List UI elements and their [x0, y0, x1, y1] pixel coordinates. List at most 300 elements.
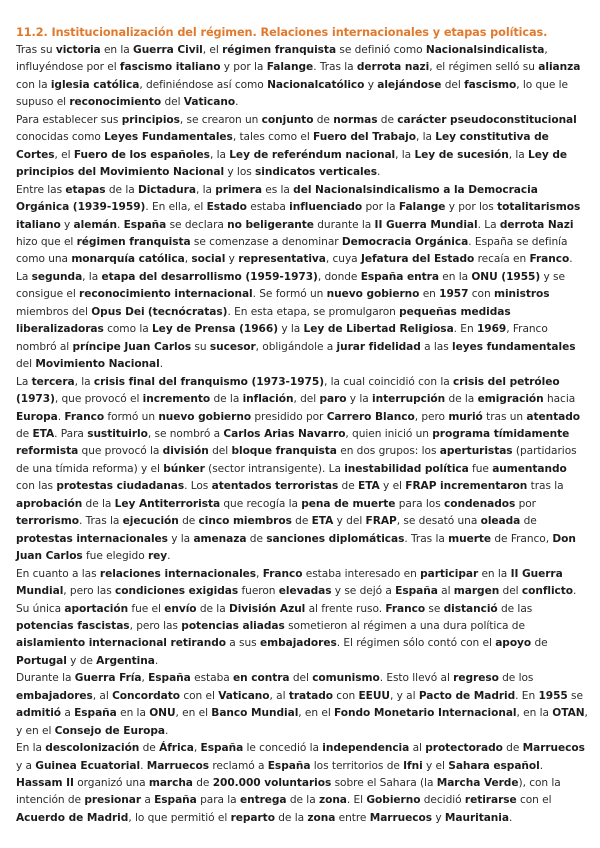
text-run: le concedió la: [243, 742, 323, 755]
text-run: Tras su: [16, 44, 56, 56]
text-run: y: [364, 78, 378, 91]
bold-text: Marruecos: [522, 742, 585, 755]
bold-text: terrorismo: [16, 515, 79, 528]
bold-text: Marruecos: [369, 811, 432, 824]
text-run: (partidarios de una tímida reforma) y el: [16, 445, 577, 475]
bold-text: España: [148, 672, 191, 685]
text-run: al frente ruso.: [305, 602, 386, 615]
text-run: , en el: [298, 707, 335, 720]
text-run: ,: [184, 253, 192, 266]
bold-text: Falange: [266, 61, 314, 74]
bold-text: Pacto de Madrid: [418, 689, 516, 702]
bold-text: conflicto: [521, 585, 574, 598]
bold-text: aislamiento internacional retirando: [16, 637, 226, 650]
text-run: en la: [478, 567, 511, 580]
paragraph: [16, 269, 588, 374]
text-run: En la: [16, 742, 46, 755]
text-run: de: [16, 427, 33, 440]
bold-text: en contra: [233, 672, 290, 685]
bold-text: emigración: [477, 393, 544, 406]
text-run: del: [161, 96, 184, 109]
text-run: y del: [333, 515, 366, 528]
bold-text: presionar: [84, 794, 142, 807]
bold-text: embajadores: [16, 689, 93, 702]
bold-text: distanció: [443, 602, 498, 615]
text-run: , Franco nombró al: [16, 323, 548, 353]
bold-text: España: [74, 707, 117, 720]
bold-text: condiciones exigidas: [115, 585, 239, 598]
bold-text: principios: [121, 113, 180, 126]
bold-text: EEUU: [358, 689, 390, 702]
bold-text: Marcha Verde: [436, 777, 519, 790]
bold-text: no beligerante: [227, 218, 314, 231]
text-run: y la: [346, 393, 372, 406]
text-run: en: [419, 288, 440, 301]
bold-text: Vaticano: [183, 96, 236, 109]
bold-text: Franco: [385, 602, 426, 615]
bold-text: ONU (1955): [471, 270, 541, 283]
bold-text: pequeñas medidas liberalizadoras: [16, 305, 511, 336]
text-run: . En esta etapa, se promulgaron: [227, 305, 400, 318]
text-run: se declara: [166, 218, 228, 231]
bold-text: Democracia Orgánica: [341, 235, 469, 248]
bold-text: Fuero del Trabajo: [313, 131, 416, 144]
text-run: , quien inició un: [345, 427, 433, 440]
paragraph: [16, 670, 588, 740]
bold-text: entrega: [239, 794, 287, 807]
text-run: . Tras la: [313, 61, 357, 74]
bold-text: Ley constitutiva de Cortes: [16, 131, 549, 161]
text-run: de: [192, 777, 213, 790]
text-run: fue el: [128, 602, 165, 615]
bold-text: Nacionalsindicalista: [425, 44, 545, 56]
bold-text: derrota nazi: [356, 61, 430, 74]
text-run: , definiéndose así como: [139, 78, 268, 91]
text-run: , el: [54, 148, 74, 161]
bold-text: sindicatos verticales: [255, 166, 378, 179]
text-run: de la: [105, 183, 138, 196]
bold-text: alejándose: [377, 78, 442, 91]
bold-text: rey: [147, 550, 168, 563]
text-run: ), con la intención de: [16, 777, 561, 807]
bold-text: muerte: [448, 532, 492, 545]
text-run: , la cual coincidió con la: [324, 375, 453, 388]
text-run: , se crearon un: [179, 113, 262, 126]
text-run: , en el: [175, 707, 212, 720]
bold-text: protestas ciudadanas: [56, 480, 185, 493]
bold-text: España entra: [360, 270, 439, 283]
text-run: y la: [167, 532, 194, 545]
text-run: , tales como el: [232, 131, 314, 144]
bold-text: ejecución: [122, 515, 179, 528]
text-run: de: [313, 113, 334, 126]
bold-text: 1957: [439, 288, 469, 301]
bold-text: tratado: [288, 689, 333, 702]
bold-text: Guerra Civil: [133, 44, 203, 56]
bold-text: Carrero Blanco: [326, 410, 415, 423]
bold-text: elevadas: [278, 585, 332, 598]
bold-text: España: [200, 742, 244, 755]
bold-text: amenaza: [193, 532, 247, 545]
bold-text: Ley de referéndum nacional: [229, 148, 396, 161]
bold-text: del Nacionalsindicalismo a la Democracia Orgánica (1939-1959): [16, 183, 538, 214]
bold-text: crisis final del franquismo (1973-1975): [93, 375, 324, 388]
bold-text: régimen franquista: [76, 235, 191, 248]
bold-text: aportación: [64, 602, 129, 615]
text-run: , la: [209, 148, 230, 161]
document-body: [16, 42, 588, 827]
bold-text: división: [162, 445, 209, 458]
bold-text: marcha: [148, 777, 193, 790]
bold-text: Nacionalcatólico: [267, 78, 365, 91]
text-run: y se dejó a: [331, 585, 396, 598]
bold-text: Don Juan Carlos: [16, 532, 576, 563]
text-run: , influyéndose por el: [16, 44, 548, 74]
bold-text: régimen franquista: [222, 44, 337, 56]
text-run: con la: [16, 78, 51, 91]
section-heading: 11.2. Institucionalización del régimen. Relaciones internacionales y etapas políticas.: [16, 26, 548, 39]
bold-text: (tecnócratas): [147, 305, 228, 318]
bold-text: Falange: [398, 201, 446, 214]
text-run: . La: [477, 218, 500, 231]
text-run: , al: [92, 689, 113, 702]
bold-text: protestas internacionales: [16, 532, 168, 545]
bold-text: ETA: [32, 427, 55, 440]
text-run: , del: [293, 393, 320, 406]
bold-text: Acuerdo de Madrid: [16, 811, 129, 824]
bold-text: Jefatura del Estado: [360, 253, 475, 266]
text-run: se: [425, 602, 444, 615]
bold-text: España: [395, 585, 438, 598]
text-run: que recogía la: [220, 497, 302, 510]
text-run: . En: [515, 689, 539, 702]
text-run: a: [61, 707, 75, 720]
text-run: de: [502, 742, 523, 755]
text-run: reclamó a: [209, 759, 268, 772]
paragraph: [16, 112, 588, 182]
text-run: con el: [180, 689, 219, 702]
text-run: La: [16, 375, 32, 388]
bold-text: etapas: [65, 183, 106, 196]
paragraph: [16, 374, 588, 566]
text-run: . El régimen sólo contó con el: [336, 637, 496, 650]
bold-text: social: [191, 253, 226, 266]
bold-text: Ley de principios del Movimiento Nacional: [16, 148, 568, 179]
text-run: para la: [196, 794, 240, 807]
bold-text: murió: [448, 410, 483, 423]
text-run: a las: [420, 340, 453, 353]
text-run: , el: [202, 44, 223, 56]
bold-text: OTAN: [552, 707, 585, 720]
text-run: a sus: [225, 637, 260, 650]
text-run: ,: [193, 742, 201, 755]
text-run: , la: [508, 148, 529, 161]
text-run: . Los: [184, 480, 212, 493]
bold-text: totalitarismos italiano: [16, 201, 581, 231]
text-run: para los: [395, 497, 445, 510]
text-run: de: [338, 480, 359, 493]
text-run: miembros del: [16, 305, 92, 318]
bold-text: inestabilidad política: [344, 462, 469, 475]
bold-text: reconocimiento internacional: [79, 288, 253, 301]
bold-text: ministros: [493, 288, 550, 301]
text-run: tras la: [527, 480, 564, 493]
text-run: . Tras la: [404, 532, 449, 545]
bold-text: aperturistas: [439, 445, 513, 458]
text-run: de la: [445, 393, 478, 406]
text-run: de la: [82, 497, 115, 510]
bold-text: normas: [333, 113, 378, 126]
text-run: presidido por: [251, 410, 327, 423]
bold-text: Franco: [64, 410, 105, 423]
bold-text: Carlos Arias Navarro: [223, 427, 346, 440]
text-run: sobre el Sahara (la: [331, 777, 437, 790]
text-run: recaía en: [474, 253, 530, 266]
text-run: , que provocó el: [54, 393, 143, 406]
text-run: y: [60, 218, 74, 231]
bold-text: potencias fascistas: [16, 619, 130, 632]
text-run: , al: [269, 689, 289, 702]
text-run: Entre las: [16, 183, 66, 196]
bold-text: segunda: [31, 270, 83, 283]
bold-text: primera: [215, 183, 262, 196]
text-run: .: [154, 654, 159, 667]
bold-text: independencia: [322, 742, 410, 755]
text-run: y a: [16, 759, 36, 772]
text-run: En cuanto a las: [16, 567, 100, 580]
bold-text: atentado: [526, 410, 581, 423]
bold-text: relaciones internacionales: [99, 567, 257, 580]
bold-text: ETA: [358, 480, 380, 493]
bold-text: influenciado: [289, 201, 363, 214]
paragraph: [16, 566, 588, 671]
text-run: , la: [395, 148, 415, 161]
bold-text: paro: [319, 393, 347, 406]
bold-text: Franco: [529, 253, 570, 266]
text-run: en la: [100, 44, 134, 56]
text-run: de: [520, 515, 537, 528]
text-run: y el: [379, 480, 406, 493]
bold-text: fascismo: [464, 78, 517, 91]
bold-text: bloque franquista: [231, 445, 337, 458]
bold-text: reparto: [230, 811, 275, 824]
text-run: al: [437, 585, 454, 598]
text-run: es la: [261, 183, 294, 196]
bold-text: alianza: [538, 61, 581, 74]
bold-text: programa tímidamente reformista: [16, 427, 570, 458]
bold-text: victoria: [55, 44, 101, 56]
text-run: .: [508, 811, 513, 824]
text-run: y el: [422, 759, 449, 772]
text-run: (sector intransigente). La: [204, 462, 345, 475]
text-run: como la: [103, 323, 152, 336]
text-run: de los: [498, 672, 534, 685]
bold-text: 200.000 voluntarios: [212, 777, 332, 790]
text-run: con el: [516, 794, 552, 807]
bold-text: pena de muerte: [301, 497, 396, 510]
bold-text: aprobación: [16, 497, 83, 510]
bold-text: Dictadura: [137, 183, 196, 196]
bold-text: zona: [307, 811, 336, 824]
bold-text: Ley de Libertad Religiosa: [303, 323, 454, 336]
text-run: formó un: [104, 410, 159, 423]
bold-text: Marruecos: [146, 759, 209, 772]
text-run: de la: [286, 794, 319, 807]
text-run: en la: [116, 707, 150, 720]
bold-text: Ley de Prensa (1966): [151, 323, 278, 336]
text-run: , pero las: [129, 619, 182, 632]
bold-text: atentados terroristas: [211, 480, 339, 493]
paragraph: [16, 182, 588, 269]
text-run: y se consigue el: [16, 270, 565, 301]
text-run: conocidas como: [16, 131, 105, 144]
text-run: y: [432, 811, 445, 824]
bold-text: España: [154, 794, 197, 807]
bold-text: tercera: [31, 375, 75, 388]
text-run: , y al: [389, 689, 419, 702]
bold-text: etapa del desarrollismo (1959-1973): [101, 270, 318, 283]
text-run: de: [178, 515, 199, 528]
bold-text: Opus Dei: [91, 305, 145, 318]
text-run: .: [167, 550, 171, 563]
bold-text: admitió: [16, 707, 62, 720]
text-run: . En: [453, 323, 477, 336]
document-page: [16, 24, 588, 827]
bold-text: Fondo Monetario Internacional: [334, 707, 517, 720]
text-run: los territorios de: [310, 759, 404, 772]
text-run: se definió como: [336, 44, 426, 56]
text-run: . Se formó un: [252, 288, 327, 301]
text-run: .: [539, 759, 544, 772]
text-run: hacia: [543, 393, 576, 406]
text-run: fue: [468, 462, 493, 475]
bold-text: príncipe Juan Carlos: [72, 340, 192, 353]
text-run: La: [16, 270, 32, 283]
bold-text: División Azul: [228, 602, 306, 615]
text-run: , la: [74, 375, 94, 388]
text-run: .: [116, 218, 124, 231]
text-run: . Su única: [16, 585, 577, 615]
bold-text: sucesor: [209, 340, 256, 353]
text-run: Para establecer sus: [16, 113, 122, 126]
text-run: durante la: [313, 218, 375, 231]
text-run: y: [225, 253, 239, 266]
text-run: estaba: [246, 201, 290, 214]
text-run: , cuya: [325, 253, 361, 266]
bold-text: crisis del petróleo (1973): [16, 375, 560, 406]
bold-text: zona: [318, 794, 347, 807]
bold-text: comunismo: [312, 672, 380, 685]
text-run: de: [291, 515, 312, 528]
text-run: que provocó la: [78, 445, 163, 458]
text-run: del: [441, 78, 465, 91]
bold-text: envío: [164, 602, 197, 615]
text-run: de: [377, 113, 398, 126]
text-run: hizo que el: [16, 235, 77, 248]
bold-text: regreso: [453, 672, 499, 685]
text-run: de la: [274, 811, 308, 824]
text-run: del: [499, 585, 522, 598]
bold-text: II Guerra Mundial: [374, 218, 478, 231]
bold-text: Estado: [206, 201, 247, 214]
text-run: de la: [196, 602, 229, 615]
bold-text: descolonización: [45, 742, 140, 755]
text-run: . Para: [54, 427, 88, 440]
text-run: , pero las: [63, 585, 116, 598]
bold-text: Gobierno: [366, 794, 421, 807]
text-run: . En ella, el: [145, 201, 207, 214]
text-run: del: [289, 672, 313, 685]
bold-text: fascismo italiano: [119, 61, 221, 74]
text-run: de las: [497, 602, 533, 615]
bold-text: búnker: [163, 462, 205, 475]
bold-text: monarquía católica: [71, 253, 185, 266]
text-run: de: [139, 742, 160, 755]
bold-text: FRAP incrementaron: [405, 480, 528, 493]
bold-text: ONU: [149, 707, 176, 720]
bold-text: Guerra Fría: [74, 672, 142, 685]
text-run: .: [159, 358, 164, 371]
text-run: de: [531, 637, 548, 650]
text-run: , la: [416, 131, 436, 144]
bold-text: jurar fidelidad: [336, 340, 421, 353]
bold-text: iglesia católica: [50, 78, 140, 91]
text-run: decidió: [420, 794, 465, 807]
bold-text: Europa: [16, 410, 58, 423]
text-run: sometieron al régimen a una dura política de: [284, 619, 525, 632]
text-run: , se nombró a: [147, 427, 224, 440]
bold-text: oleada: [480, 515, 521, 528]
text-run: en la: [438, 270, 472, 283]
text-run: , donde: [317, 270, 361, 283]
bold-text: derrota Nazi: [499, 218, 574, 231]
bold-text: Concordato: [112, 689, 181, 702]
text-run: , lo que le supuso el: [16, 78, 569, 109]
bold-text: Guinea Ecuatorial: [35, 759, 141, 772]
text-run: de: [246, 532, 267, 545]
bold-text: Argentina: [96, 654, 155, 667]
bold-text: nuevo gobierno: [158, 410, 252, 423]
text-run: por: [515, 497, 536, 510]
paragraph: [16, 740, 588, 827]
text-run: .: [569, 253, 573, 266]
text-run: del: [16, 358, 36, 371]
text-run: y la: [278, 323, 304, 336]
text-run: ,: [141, 672, 149, 685]
text-run: con: [332, 689, 359, 702]
text-run: fueron: [238, 585, 279, 598]
text-run: y de: [66, 654, 97, 667]
bold-text: Ley Antiterrorista: [114, 497, 221, 510]
text-run: , obligándole a: [255, 340, 337, 353]
paragraph: [16, 42, 588, 112]
text-run: . Tras la: [78, 515, 123, 528]
text-run: , en la: [516, 707, 553, 720]
bold-text: retirarse: [464, 794, 517, 807]
text-run: . Esto llevó al: [379, 672, 454, 685]
text-run: , la: [82, 270, 102, 283]
text-run: .: [164, 724, 169, 737]
bold-text: condenados: [444, 497, 516, 510]
text-run: .: [57, 410, 65, 423]
bold-text: margen: [453, 585, 500, 598]
text-run: entre: [335, 811, 370, 824]
text-run: a: [141, 794, 155, 807]
text-run: y los: [224, 166, 256, 179]
bold-text: Banco Mundial: [211, 707, 299, 720]
bold-text: leyes fundamentales: [452, 340, 576, 353]
bold-text: Fuero de los españoles: [73, 148, 210, 161]
